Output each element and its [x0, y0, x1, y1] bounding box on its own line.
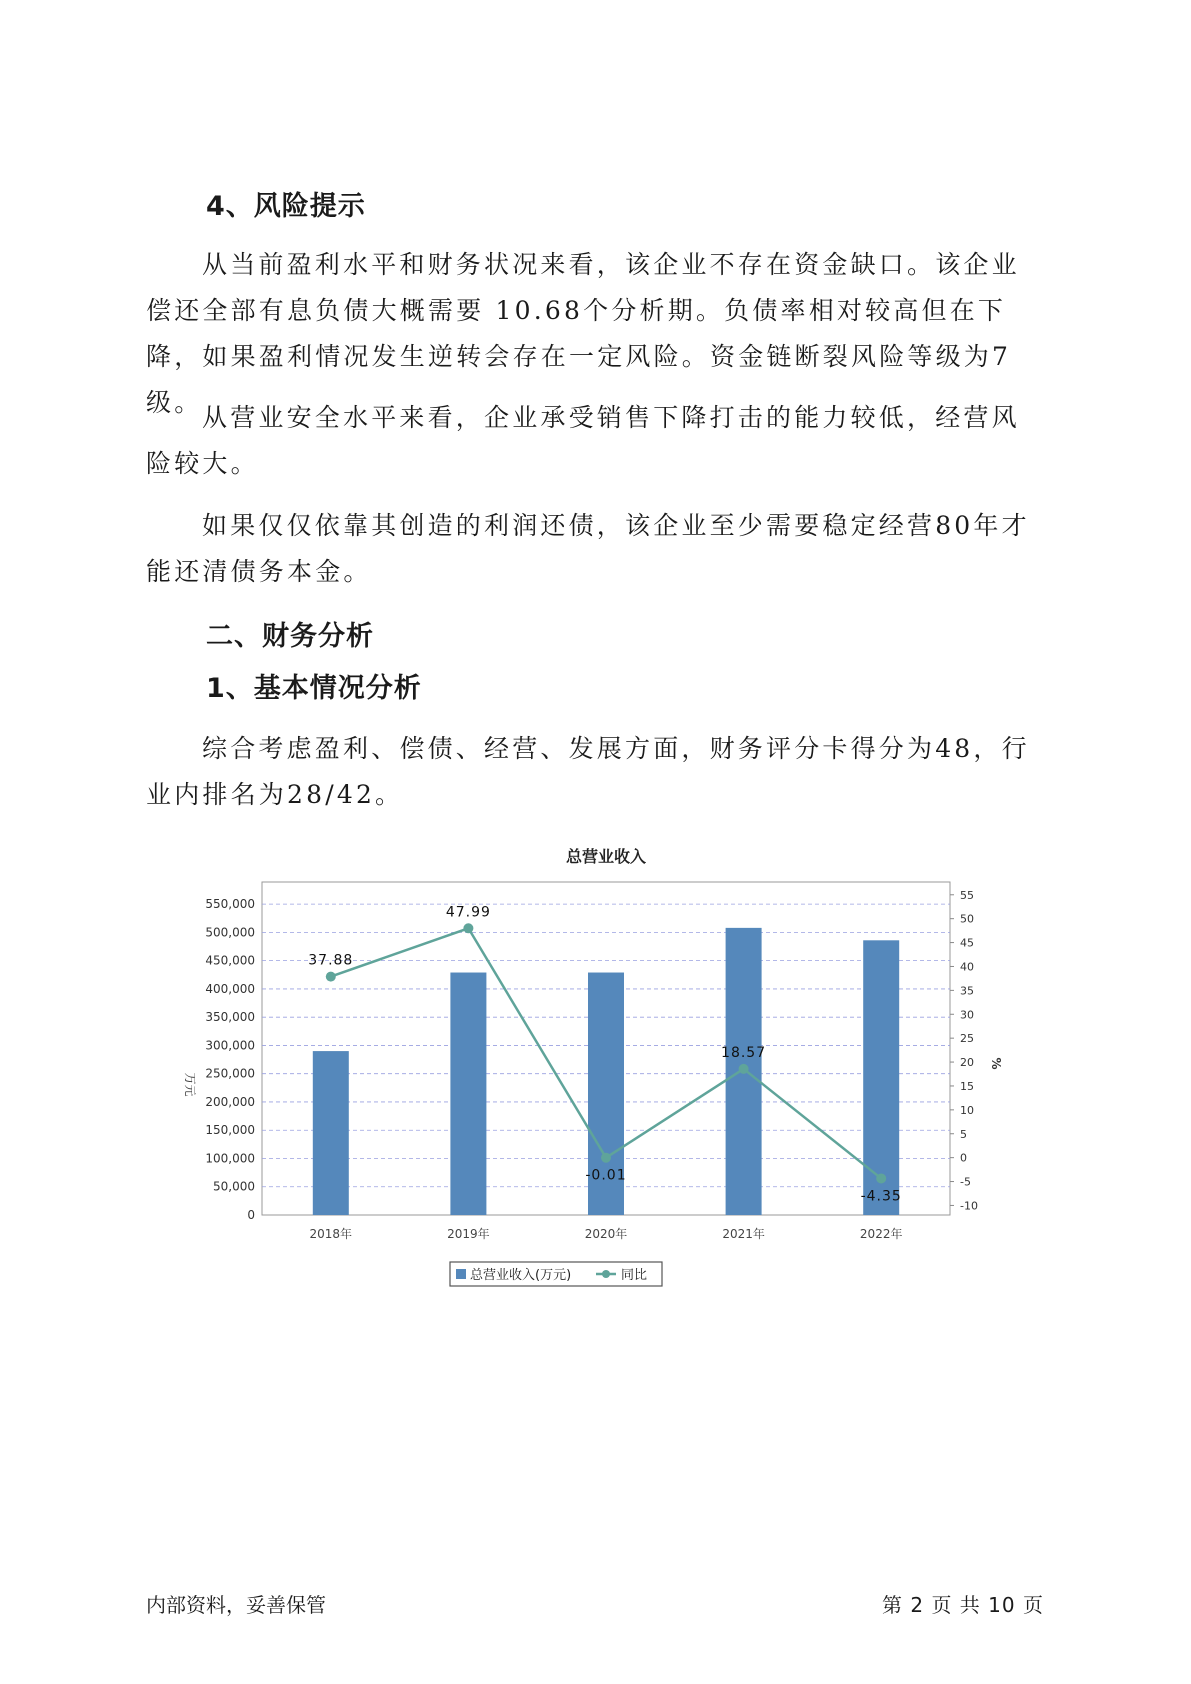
yoy-point — [326, 972, 336, 982]
y-tick-label: 100,000 — [205, 1151, 255, 1166]
data-label: -0.01 — [585, 1167, 627, 1184]
y-tick-label: 50,000 — [213, 1179, 255, 1194]
data-label: 37.88 — [308, 952, 354, 969]
y2-tick-label: 15 — [960, 1079, 974, 1093]
risk-paragraph-3: 如果仅仅依靠其创造的利润还债，该企业至少需要稳定经营80年才能还清债务本金。 — [146, 511, 1030, 586]
footer-confidential: 内部资料，妥善保管 — [146, 1593, 326, 1617]
chart-title: 总营业收入 — [565, 847, 647, 866]
yoy-point — [463, 923, 473, 933]
y2-tick-label: 35 — [960, 984, 974, 998]
y2-tick-label: 30 — [960, 1008, 974, 1022]
risk-heading: 4、风险提示 — [206, 191, 366, 222]
risk-paragraph-2: 从营业安全水平来看，企业承受销售下降打击的能力较低，经营风险较大。 — [146, 403, 1020, 478]
y-tick-label: 200,000 — [205, 1094, 255, 1109]
x-tick-label: 2020年 — [584, 1227, 628, 1241]
y-tick-label: 350,000 — [205, 1010, 255, 1025]
finance-heading: 二、财务分析 — [206, 621, 374, 652]
yoy-point — [601, 1153, 611, 1163]
y-axis-label: 万元 — [183, 1072, 197, 1097]
footer-page-number: 第 2 页 共 10 页 — [882, 1593, 1044, 1617]
x-tick-label: 2019年 — [447, 1227, 490, 1241]
y2-tick-label: 20 — [960, 1056, 974, 1070]
y2-tick-label: -5 — [960, 1175, 971, 1189]
legend-line-label: 同比 — [621, 1268, 648, 1283]
basic-paragraph: 综合考虑盈利、偿债、经营、发展方面，财务评分卡得分为48，行业内排名为28/42。 — [146, 734, 1030, 809]
y2-axis-label: % — [989, 1057, 1003, 1070]
y-tick-label: 400,000 — [205, 981, 255, 996]
y-tick-label: 250,000 — [205, 1066, 255, 1081]
y2-tick-label: 5 — [960, 1127, 967, 1141]
y-tick-label: 300,000 — [205, 1038, 255, 1053]
y-tick-label: 450,000 — [205, 953, 255, 968]
data-label: 18.57 — [721, 1044, 767, 1061]
y-tick-label: 150,000 — [205, 1123, 255, 1138]
x-tick-label: 2018年 — [309, 1227, 353, 1241]
legend-bar-swatch — [456, 1269, 466, 1279]
x-tick-label: 2021年 — [722, 1227, 765, 1241]
data-label: 47.99 — [445, 904, 491, 921]
y2-tick-label: 10 — [960, 1103, 974, 1117]
revenue-chart — [170, 840, 1003, 1310]
yoy-point — [876, 1173, 886, 1183]
y-tick-label: 0 — [247, 1208, 255, 1222]
yoy-point — [739, 1064, 749, 1074]
basic-heading: 1、基本情况分析 — [206, 673, 422, 704]
y2-tick-label: 0 — [960, 1151, 967, 1165]
y2-tick-label: 40 — [960, 960, 974, 974]
revenue-chart-svg — [170, 840, 1003, 1310]
bar — [450, 973, 486, 1215]
data-label: -4.35 — [860, 1188, 902, 1205]
bar — [313, 1051, 349, 1215]
x-tick-label: 2022年 — [859, 1227, 903, 1241]
legend-line-marker — [602, 1270, 610, 1278]
y-tick-label: 550,000 — [205, 897, 255, 912]
y2-tick-label: 55 — [960, 888, 974, 902]
legend-bar-label: 总营业收入(万元) — [470, 1268, 572, 1283]
y2-tick-label: 45 — [960, 936, 974, 950]
y2-tick-label: -10 — [960, 1199, 978, 1213]
y-tick-label: 500,000 — [205, 925, 255, 940]
risk-paragraph-1: 从当前盈利水平和财务状况来看，该企业不存在资金缺口。该企业偿还全部有息负债大概需要 10.68个分析期。负债率相对较高但在下降，如果盈利情况发生逆转会存在一定风险。资金链断裂风险等级为7级。 — [146, 250, 1020, 417]
y2-tick-label: 25 — [960, 1032, 974, 1046]
y2-tick-label: 50 — [960, 912, 974, 926]
